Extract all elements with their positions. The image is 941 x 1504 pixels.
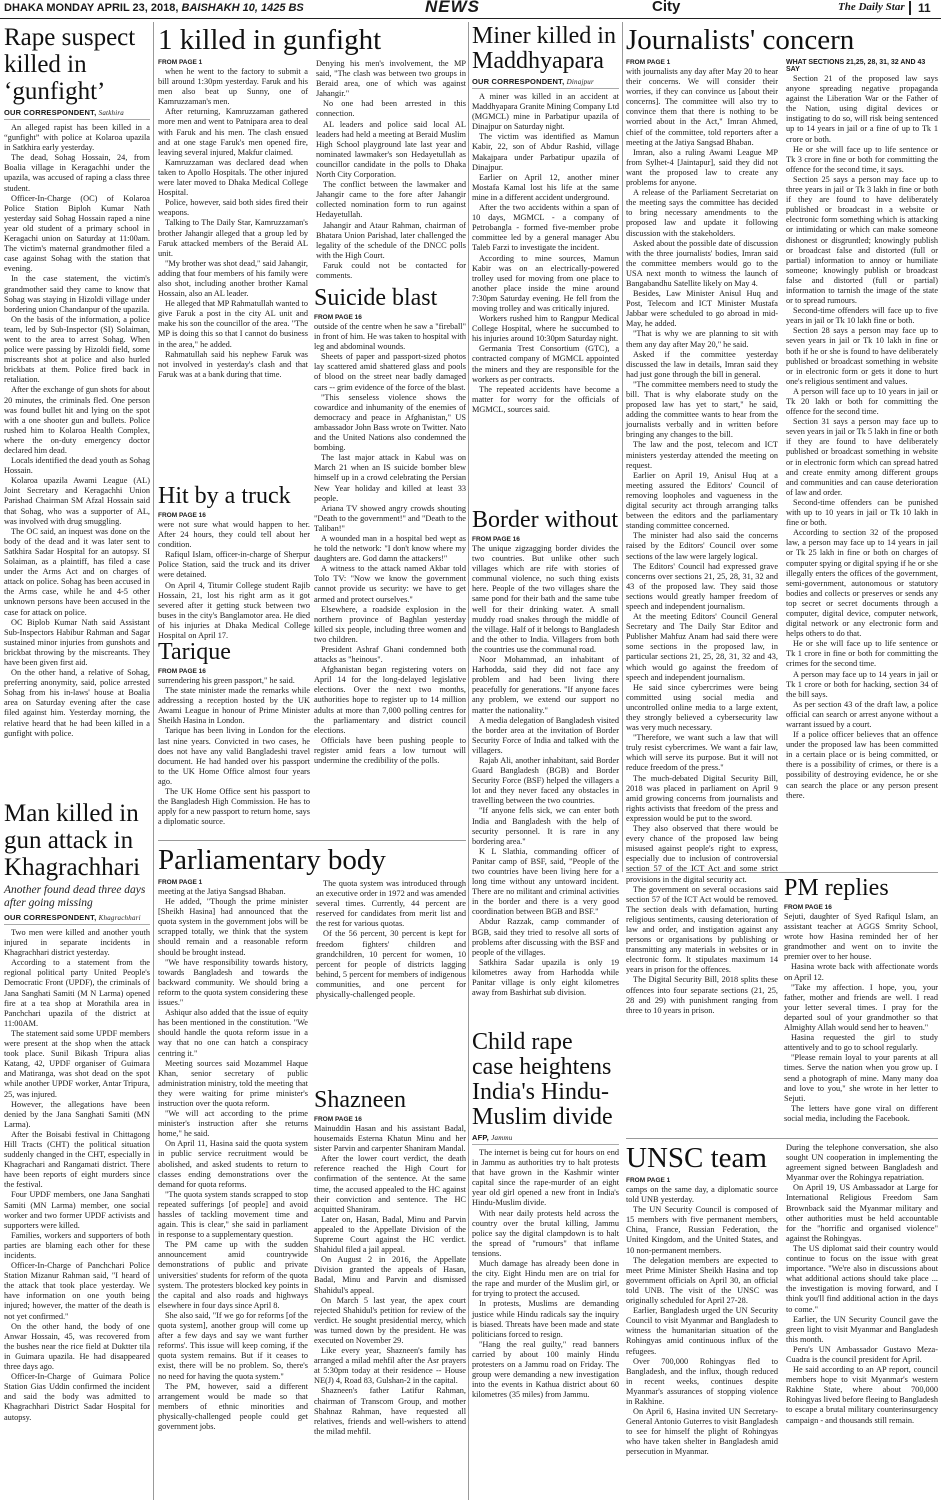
paragraph: Noor Mohammad, an inhabitant of Harhodda, said they did not face any problem and had been living there peacefully for generations. "If anyone faces any problem, we extend our support no matter the nationality." [472,655,619,715]
paragraph: "This senseless violence shows the cowardice and inhumanity of the enemies of democracy and peace in Afghanistan," US ambassador John Bass wrote on Twitter. Nato and the United Nations also condemned the bombing. [314,392,466,453]
article-hit-by-truck [158,484,310,642]
newspaper-logo: The Daily Star [838,1,905,13]
article-miner-killed [472,24,619,504]
headline: Border without [472,507,618,533]
paragraph: Earlier, the UN Security Council gave the green light to visit Myanmar and Bangladesh this month. [786,1314,938,1344]
article-body [784,912,938,1124]
paragraph: In protests, Muslims are demanding justice while Hindu radicals say the inquiry is biased. Threats have been made and state politicians forced to resign. [472,1299,619,1339]
paragraph: "Please remain loyal to your parents at all times. Serve the nation when you grow up. I send a photograph of mine. Many many doa and love to you," she wrote in her letter to Sejuti. [784,1053,938,1103]
article-body [472,1148,619,1400]
jump-label: FROM PAGE 16 [314,314,362,321]
paragraph: The PM came up with the sudden announcement amid countrywide demonstrations of public and private universities' students for reform of the quota system. The protesters blocked key points in the capital and also roads and highways elsewhere in four days since April 8. [158,1240,308,1310]
paragraph: The last major attack in Kabul was on March 21 when an IS suicide bomber blew himself up in a crowd celebrating the Persian New Year holiday and killed at least 33 people. [314,453,466,503]
paragraph: Peru's UN Ambassador Gustavo Meza-Cuadra is the council president for April. [786,1344,938,1364]
paragraph: Officer-In-Charge of Guimara Police Station Gias Uddin confirmed the incident and said the body was admitted to Khagrachhari District Sadar Hospital for autopsy. [4,1372,150,1422]
paragraph: Section 21 of the proposed law says anyone spreading negative propaganda against the Liberation War or the Father of the Nation, using digital devices or instigating to do so, will risk being sentenced up to 14 years in jail or a fine of up to Tk 1 crore or both. [786,74,938,144]
paragraph: Officer-In-Charge (OC) of Kolaroa Police Station Biploh Kumar Nath yesterday said Sohag Hossain raped a nine year old student of a primary school in Keragachi union on Saturday at 11:00am. The victim's maternal grandmother filed a case against Sohag with the station that evening. [4,193,150,274]
paragraph: The statement said some UPDF members were present at the shop when the attack took place. Sunil Bikash Tripura alias Katang, 42, UPDF organiser of Guimara and Matiranga, was shot dead on the spot while another UPDF worker, Antar Tripura, 25, was injured. [4,1028,150,1099]
paragraph: The PM, however, said a different arrangement would be made so that members of ethnic minorities and physically-challenged people could get government jobs. [158,1381,308,1431]
paragraph: She also said, "If we go for reforms [of the quota system], another group will come up after a few days and say we want further reforms'. This issue will keep coming, if the quota system remains. But if it ceases to exist, there will be no problem. So, there's no need for having the quota system." [158,1310,308,1381]
paragraph: meeting at the Jatiya Sangsad Bhaban. [158,887,286,896]
paragraph: Hasina requested the girl to study attentively and to go to school regularly. [784,1033,938,1053]
paragraph: The internet is being cut for hours on end in Jammu as authorities try to halt protests that have grown in the Kashmir winter capital since the rape-murder of an eight year old girl opened a new front in India's Hindu-Muslim divide. [472,1148,619,1208]
paragraph: They also observed that there would be every chance of the proposed law being misused against people's right to express, especially due to inclusion of controversial section 57 of the ICT Act and some strict provisions in the digital security act. [626,824,778,884]
paragraph: Asked about the possible date of discussion with the three journalists' bodies, Imran said the committee members would go to the USA next month to witness the launch of Bangabandhu Satellite likely on May 4. [626,238,778,288]
paragraph: No one had been arrested in this connection. [316,99,466,119]
paragraph: "Hang the real guilty," read banners carried by about 100 mainly Hindu protesters on a Jammu road on Friday. The group were demanding a new investigation into the events in Kathua district about 60 kilometres (35 miles) from Jammu. [472,1339,619,1400]
headline: Journalists' concern [626,24,855,56]
paragraph: Besides, Law Minister Anisul Huq and Post, Telecom and ICT Minister Mustafa Jabbar were scheduled to go abroad in mid-May, he added. [626,289,778,329]
page-masthead [0,0,941,19]
paragraph: At the meeting Editors' Council General Secretary and The Daily Star Editor and Publisher Mahfuz Anam had said there were some sections in the proposed law, in particular sections 21, 25, 28, 31, 32 and 43, which would go against the freedom of speech and independent journalism. [626,612,778,682]
paragraph: Earlier on April 12, another miner Mostafa Kamal lost his life at the same mine in a different accident underground. [472,172,619,202]
paragraph: Locals identified the dead youth as Sohag Hossain. [4,456,150,476]
paragraph: Ashiqur also added that the issue of equity has been mentioned in the constitution. "We should handle the quota reform issue in a way that no one can hatch a conspiracy centring it." [158,1008,308,1058]
paragraph: Hasina wrote back with affectionate words on April 12. [784,962,938,982]
paragraph: On the basis of the information, a police team, led by Sub-Inspector (SI) Solaiman, went to the area to arrest Sohag. When police were passing by Hizoldi field, some miscreants shot at police and also hurled brickbats at them. Police fired back in retaliation. [4,314,150,385]
paragraph: Rajab Ali, another inhabitant, said Border Guard Bangladesh (BGB) and Border Security Force (BSF) helped the villagers a lot and they never faced any obstacles in travelling between the two countries. [472,755,619,806]
headline: UNSC team [626,1142,767,1174]
article-shazneen [314,1088,466,1500]
paragraph: Meeting sources said Mozammel Haque Khan, senior secretary of public administration ministry, told the meeting that they were waiting for prime minister's instruction over the quota reform. [158,1058,308,1108]
paragraph: Satkhira Sadar upazila is only 19 kilometres away from Harhodda while Panitar village is only eight kilometres away from Bashirhat sub division. [472,957,619,998]
article-body [158,676,310,827]
headline: 1 killed in gunfight [158,24,382,56]
jump-label: FROM PAGE 16 [784,904,832,911]
paragraph: Much damage has already been done in the city. Eight Hindu men are on trial for the rape and murder of the Muslim girl, or for trying to protect the accused. [472,1259,619,1299]
paragraph: The UN Security Council is composed of 15 members with five permanent members, China, France, Russian Federation, the United Kingdom, and the United States, and 10 non-permanent members. [626,1205,778,1255]
paragraph: The delegation members are expected to meet Prime Minister Sheikh Hasina and top government officials on April 30, an official told UNB. The visit of the UNSC was originally scheduled for April 27-28. [626,1255,778,1306]
paragraph: "If anyone fells sick, we can enter both India and Bangladesh with the help of security personnel. It is rare in any bordering area." [472,806,619,846]
jump-label: FROM PAGE 1 [158,59,203,66]
column-divider [153,22,154,1500]
jump-label: FROM PAGE 16 [158,512,206,519]
paragraph: The state minister made the remarks while addressing a reception hosted by the UK Awami League in honour of Prime Minister Sheikh Hasina in London. [158,686,310,726]
paragraph: Imran, also a ruling Awami League MP from Sylhet-4 [Jaintapur], said they did not want the proposed law to create any problems for anyone. [626,147,778,188]
paragraph: After the two accidents within a span of 10 days, MGMCL - a company of Petrobangla - formed five-member probe committee led by a general manager Abu Taleb Farzi to investigate the incident. [472,203,619,253]
paragraph: AL leaders and police said local AL leaders had held a meeting at Beraid Muslim High School playground late last year and nominated lawmaker's son Hedayetullah as councillor candidate in the polls to Dhaka North City Corporation. [316,119,466,180]
headline: Tarique [158,639,231,665]
column-divider [622,22,623,872]
paragraph: Two men were killed and another youth injured in separate incidents in Khagrachhari district yesterday. [4,928,150,958]
paragraph: The Editors' Council had expressed grave concerns over sections 21, 25, 28, 31, 32 and 43 of the proposed law. They said those sections would greatly hamper freedom of speech and independent journalism. [626,561,778,611]
paragraph: A media delegation of Bangladesh visited the border area at the invitation of Border Security Force of India and talked with the villagers. [472,715,619,755]
paragraph: Ariana TV showed angry crowds shouting "Death to the government!" and "Death to the Taliban!" [314,503,466,533]
deck: Another found dead three days after going missing [4,884,146,909]
paragraph: In the case statement, the victim's grandmother said they came to know that Sohag was staying in Hizoldi village under bordering union Chandanpur of the upazila. [4,274,150,314]
paragraph: Later on, Hasan, Badal, Minu and Parvin appealed to the Appellate Division of the Supreme Court against the HC verdict. Shahidul filed a jail appeal. [314,1214,466,1255]
article-body [314,322,466,766]
paragraph: With near daily protests held across the country over the brutal killing, Jammu police say the digital clampdown is to halt the spread of "rumours" that inflame tensions. [472,1208,619,1258]
paragraph: "My brother was shot dead," said Jahangir, adding that four members of his family were also shot, including another brother Kamal Hossain, also an AL leader. [158,258,308,299]
headline: Parliamentary body [158,844,386,876]
paragraph: He alleged that MP Rahmatullah wanted to give Faruk a post in the city AL unit and make his son the councillor of the area. "The MP is doing this so that I cannot do business in the area," he added. [158,299,309,349]
paragraph: The dead, Sohag Hossain, 24, from Boalia village in Keragachhi under the upazila, was accused of raping a class three student. [4,153,150,193]
paragraph: Officer-In-Charge of Panchchari Police Station Mizanur Rahman said, "I heard of the attack that took place yesterday. We have information on one youth being injured; however, the matter of the death is not yet confirmed." [4,1261,150,1321]
byline: OUR CORRESPONDENT, Satkhira [4,108,150,120]
paragraph: According to mine sources, Mamun Kabir was on an electrically-powered trolley used for moving from one place to another place inside the mine around 7:30pm Saturday evening. He fell from the moving trolley and was critically injured. [472,253,619,313]
paragraph: "We have responsibility towards history, towards Bangladesh and towards the backward community. We should bring a reform to the quota system considering these issues." [158,957,308,1008]
jump-label: FROM PAGE 16 [314,1116,362,1123]
subhead: WHAT SECTIONS 21,25, 28, 31, 32 AND 43 SAY [786,59,926,73]
paragraph: An alleged rapist has been killed in a “gunfight” with police at Kolaroa upazila in Satkhira early yesterday. [4,123,150,153]
paragraph: when he went to the factory to submit a bill around 1:30pm yesterday. Faruk and his men also beat up Sunny, one of Kamruzzaman's men. [158,67,308,107]
paragraph: Shazneen's father Latifur Rahman, chairman of Transcom Group, and mother Shahnaz Rahman, have requested all relatives, friends and well-wishers to attend the milad mehfil. [314,1386,466,1436]
byline: OUR CORRESPONDENT, Khagrachhari [4,913,150,925]
paragraph: Elsewhere, a roadside explosion in the northern province of Baghlan yesterday killed six people, including three women and two children. [314,604,466,644]
article-child-rape-case [472,1030,619,1500]
paragraph: After the Boisabi festival in Chittagong Hill Tracts (CHT) the political situation suddenly changed in the CHT, especially in Khagrachari and Rangamati district. There have been reports of eight murders since the festival. [4,1129,150,1190]
headline: Rape suspect killed in ‘gunfight’ [4,24,136,105]
jump-label: FROM PAGE 1 [626,59,671,66]
paragraph: A witness to the attack named Akbar told Tolo TV: "Now we know the government cannot provide us security: we have to get armed and protect ourselves." [314,564,466,604]
paragraph: A wounded man in a hospital bed wept as he told the network: "I don't know where my daughters are. God damn the attackers!" [314,533,466,564]
paragraph: Mainuddin Hasan and his assistant Badal, housemaids Esterna Khatun Minu and her sister Parvin and carpenter Shaniram Mandal. [314,1124,466,1154]
paragraph: The unique zigzagging border divides the two countries. But unlike other such villages which are rife with stories of communal violence, no such thing exists here. People of the two villages share the same pond for their bath and the same tube well for their drinking water. A small muddy road snakes through the middle of the village. Half of it belongs to Bangladesh and the other to India. Villagers from both the countries use the communal road. [472,544,619,654]
jump-label: FROM PAGE 1 [158,879,203,886]
paragraph: The US diplomat said their country would continue to focus on the issue with great importance. "We're also in discussions about what additional actions should take place ... the investigation is moving forward, and I think you'll find additional action in the days to come." [786,1243,938,1314]
paragraph: Earlier, Bangladesh urged the UN Security Council to visit Myanmar and Bangladesh to witness the humanitarian situation of the Rohingyas amid continuous influx of the refugees. [626,1306,778,1356]
paragraph: However, the allegations have been denied by the Jana Sanghati Samiti (MN Larma). [4,1099,150,1129]
paragraph: camps on the same day, a diplomatic source told UNB yesterday. [626,1185,778,1205]
paragraph: Rahmatullah said his nephew Faruk was not involved in yesterday's clash and that Faruk was at a bank during that time. [158,349,308,379]
paragraph: "We will act according to the prime minister's instruction after she returns home," he said. [158,1109,308,1139]
article-body [158,520,310,641]
paragraph: Abdur Razzak, camp commander of BGB, said they tried to resolve all sorts of problems after discussing with the BSF and people of the villages. [472,917,619,957]
paragraph: with journalists any day after May 20 to hear their concerns. We will consider their worries, if they can convince us [about their concerns]. The committee will also try to convince them that there is nothing to be worried about in the Act," Imran Ahmed, chief of the committee, told reporters after a meeting at the Jatiya Sangsad Bhaban. [626,67,778,147]
paragraph: He said since cybercrimes were being committed using social media and uncontrolled online media to a large extent, they strongly believed a cybersecurity law was very much necessary. [626,682,778,733]
jump-label: FROM PAGE 16 [472,536,520,543]
article-body [314,1124,466,1437]
headline: Suicide blast [314,285,438,311]
headline: Hit by a truck [158,483,291,509]
paragraph: He said according to an AP report, council members hope to visit Myanmar's western Rakhine State, where about 700,000 Rohingyas lived before fleeing to Bangladesh to escape a brutal military counterinsurgency campaign - and thousands still remain. [786,1365,938,1425]
paragraph: Jahangir and Ataur Rahman, chairman of Bhatara Union Parishad, later challenged the legality of the schedule of the DNCC polls with the High Court. [316,220,466,260]
byline: AFP, Jammu [472,1133,619,1145]
article-border-without [472,508,619,1028]
paragraph: The Digital Security Bill, 2018 splits these offences into four separate sections (21, 25, 28 and 29) with punishment ranging from three to 10 years in prison. [626,975,778,1015]
article-body [472,544,619,998]
paragraph: Section 31 says a person may face up to seven years in jail or Tk 5 lakh in fine or both if they are found to have deliberately published or broadcast something in website or in electronic form which can spread hatred and create enmity among different groups and communities and can cause deterioration of law and order. [786,417,938,497]
headline: Man killed in gun attack in Khagrachhari [4,800,141,881]
article-khagrachhari [4,800,150,1500]
paragraph: According to section 32 of the proposed law, a person may face up to 14 years in jail or Tk 25 lakh in fine or both on charges of computer spying or digital spying if he or she illegally enters the offices of the government, semi-government, autonomous or statutory bodies and collects or preserves or sends any top secret or secret documents through a computer, digital device, computer network, digital network or any electronic form and helps others to do that. [786,528,938,639]
paragraph: Four UPDF members, one Jana Sanghati Samiti (MN Larma) member, one social worker and two former UPDF activists and supporters were killed. [4,1190,150,1230]
column-divider [468,22,469,1500]
paragraph: Kolaroa upazila Awami League (AL) Joint Secretary and Keragachhi Union Parishad Chairman SM Afzal Hossain said that Sohag, who was a supporter of AL, was involved with drug smuggling. [4,476,150,526]
paragraph: A person may face up to 14 years in jail or Tk 1 crore or both for hacking, section 34 of the bill says. [786,669,938,699]
paragraph: Officials have been pushing people to register amid fears a low turnout will undermine the credibility of the polls. [314,735,466,766]
paragraph: Earlier on April 19, Anisul Huq at a meeting assured the Editors' Council of removing loopholes and vagueness in the digital security act through arranging talks between the editors and the parliamentary standing committee concerned. [626,470,778,531]
paragraph: On April 19, US Ambassador at Large for International Religious Freedom Sam Brownback said the Myanmar military and other authorities must be held accountable for the "horrific and organised violence" against the Rohingyas. [786,1183,938,1243]
headline: PM replies [784,875,889,901]
paragraph: Asked if the committee yesterday discussed the law in details, Imran said they had just gone through the bill in general. [626,349,778,379]
paragraph: If a police officer believes that an offence under the proposed law has been committed in a certain place or is being committed, or there is a possibility of crimes, or there is a possibility of destroying evidence, he or she can search the place or any person present there. [786,730,938,800]
headline: Miner killed in Maddhyapara [472,23,616,74]
paragraph: "The quota system stands scrapped to stop repeated sufferings [of people] and avoid hassles of tackling movement time and again. This is clear," she said in parliament in response to a supplementary question. [158,1189,308,1240]
paragraph: As per section 43 of the draft law, a police official can search or arrest anyone without a warrant issued by a court. [786,699,938,729]
paragraph: A miner was killed in an accident at Maddhyapara Granite Mining Company Ltd (MGMCL) mine in Parbatipur upazila of Dinajpur on Saturday night. [472,92,620,132]
paragraph: outside of the centre when he saw a "fireball" in front of him. He was taken to hospital with leg and abdominal wounds. [314,322,466,352]
paragraph: On April 4, Titumir College student Rajib Hossain, 21, lost his right arm as it got severed after it getting stuck between two buses in the city's Banglamotor area. He died of his injuries at Dhaka Medical College Hospital on April 17. [158,580,310,641]
paragraph: "That is why we are planning to sit with them any day after May 20," he said. [626,329,778,349]
paragraph: He or she will face up to life sentence or Tk 1 crore in fine or both for committing the crimes for the second time. [786,639,938,669]
paragraph: The government on several occasions said section 57 of the ICT Act would be removed. The section deals with defamation, hurting religious sentiments, causing deterioration of law and order, and instigation against any persons or organisations by publishing or transmitting any materials in websites or in electronic form. It stipulates maximum 14 years in prison for the offences. [626,884,778,975]
paragraph: On the other hand, a relative of Sohag, preferring anonymity, said, police arrested Sohag from his in-laws' house at Boalia area on Saturday evening after the case filed against him. Yesterday morning, the relative heard that he had been killed in a gunfight with police. [4,668,150,738]
paragraph: On the other hand, the body of one Anwar Hossain, 45, was recovered from the bushes near the rice field at Duktter tila in Guimara upazila. He had disappeared three days ago. [4,1321,150,1372]
jump-label: FROM PAGE 16 [158,668,206,675]
paragraph: Workers rushed him to Rangpur Medical College Hospital, where he succumbed to his injuries around 10:30pm Saturday night. [472,314,619,344]
paragraph: Second-time offenders can be punished with up to 10 years in jail or Tk 10 lakh in fine or both. [786,497,938,528]
paragraph: Like every year, Shazneen's family has arranged a milad mehfil after the Asr prayers at 5:30pm today at their residence -- House NE(J) 4, Road 83, Gulshan-2 in the capital. [314,1346,466,1386]
headline: Child rape case heightens India's Hindu-Muslim divide [472,1029,613,1130]
paragraph: A person will face up to 10 years in jail or Tk 20 lakh or both for committing the offence for the second time. [786,386,938,417]
page-number: 11 [909,1,931,15]
paragraph: surrendering his green passport," he said. [158,676,295,685]
article-suicide-blast [314,286,466,836]
paragraph: On March 5 last year, the apex court rejected Shahidul's petition for review of the verdict. He sought presidential mercy, which was turned down by the president. He was executed on November 29. [314,1295,466,1345]
paragraph: He added, "Though the prime minister [Sheikh Hasina] had announced that the quota system in the government jobs will be scrapped totally, we think that the system should remain and a reasonable reform should be brought instead. [158,897,308,957]
section-title: NEWS [425,0,480,16]
paragraph: After returning, Kamruzzaman gathered more men and went to Patnipara area to deal with Faruk and his men. The clash ensued and at one stage Faruk's men opened fire, leaving several injured, Makfur claimed. [158,107,308,157]
paragraph: Sejuti, daughter of Syed Rafiqul Islam, an assistant teacher at AGGS Smrity School, wrote how Hasina reminded her of her grandmother and went on to invite the premier over to her house. [784,912,938,962]
paragraph: President Ashraf Ghani condemned both attacks as "heinous". [314,645,466,665]
paragraph: The law and the post, telecom and ICT ministers yesterday attended the meeting on request. [626,440,778,470]
paragraph: On April 6, Hasina invited UN Secretary-General Antonio Guterres to visit Bangladesh to see for himself the plight of Rohingyas who have taken shelter in Bangladesh amid persecution in Myanmar. [626,1407,778,1457]
article-unsc-team [626,1142,938,1500]
jump-label: FROM PAGE 1 [626,1177,671,1184]
paragraph: Section 25 says a person may face up to three years in jail or Tk 3 lakh in fine or both if they are found to have deliberately published or broadcast in a website or electronic form something which is attacking or intimidating or which can make someone dishonest or disgruntled; knowingly publish or broadcast false and distorted (full or partial) information to annoy or humiliate someone; knowingly publish or broadcast false and distorted (full or partial) information to tarnish the image of the state or to spread rumours. [786,174,938,306]
paragraph: "Take my affection. I hope, you, your father, mother and friends are well. I read your letter several times. I pray for the departed soul of your grandmother so that Almighty Allah would send her to heaven." [784,982,938,1033]
paragraph: After the exchange of gun shots for about 20 minutes, the criminals fled. One person was found bullet hit and lying on the spot with a one shooter gun and bullets. Police rushed him to Kolaroa Health Complex, where the on-duty emergency doctor declared him dead. [4,385,150,455]
paragraph: On April 11, Hasina said the quota system in public service recruitment would be abolished, and asked students to return to classes ending demonstrations over the demand for quota reforms. [158,1139,308,1189]
paragraph: During the telephone conversation, she also sought UN cooperation in implementing the agreement signed between Bangladesh and Myanmar over the Rohingya repatriation. [786,1143,938,1183]
paragraph: Section 28 says a person may face up to seven years in jail or Tk 10 lakh in fine or both if he or she is found to have deliberately published or broadcast something in website or in electronic form or gets it done to hurt one's religious sentiment and values. [786,326,938,386]
subsection-title: City [652,0,681,15]
section-divider [158,840,466,841]
paragraph: According to a statement from the regional political party United People's Democratic Front (UPDF), the criminals of Jana Sanghati Samiti (M N Larma) opened fire at a tea shop at Morathila area in Panchchari upazila of the district at 11:00AM. [4,958,150,1028]
paragraph: Faruk could not be contacted for comments. [316,260,466,280]
paragraph: Denying his men's involvement, the MP said, "The clash was between two groups in Beraid area, one of which was against Jahangir." [316,59,466,99]
paragraph: Talking to The Daily Star, Kamruzzaman's brother Jahangir alleged that a group led by Faruk attacked members of the Beraid AL unit. [158,218,308,258]
paragraph: Police, however, said both sides fired their weapons. [158,198,308,218]
paragraph: The OC said, an inquest was done on the body of the dead and it was later sent to Satkhira Sadar Hospital for an autopsy. SI Solaiman, as a plaintiff, has filed a case under the Arms Act and on charges of attack on police. Sohag has been accused in the Arms case, while he and 4-5 other unknown persons have been accused in the case for attack on police. [4,526,150,617]
byline: OUR CORRESPONDENT, Dinajpur [472,77,619,89]
paragraph: OC Biplob Kumar Nath said Assistant Sub-Inspectors Habibur Rahman and Sagar sustained minor injuries from gunshots and brickbat throwing by the miscreants. They have been given first aid. [4,617,150,667]
headline: Shazneen [314,1087,406,1113]
paragraph: The conflict between the lawmaker and Jahangir came to the fore after Jahangir collected nomination form to run against Hedayetullah. [316,180,466,220]
paragraph: Families, workers and supporters of both parties are blaming each other for these incidents. [4,1230,150,1260]
paragraph: Kamruzzaman was declared dead when taken to Apollo Hospitals. The other injured were later moved to Dhaka Medical College Hospital. [158,157,308,198]
article-body [472,92,619,415]
paragraph: Rafiqul Islam, officer-in-charge of Sherpur Police Station, said the truck and its driver were detained. [158,550,310,580]
paragraph: The repeated accidents have become a matter for worry for the officials of MGMCL, sources said. [472,384,619,414]
paragraph: The quota system was introduced through an executive order in 1972 and was amended several times. Currently, 44 percent are reserved for candidates from merit list and the rest for various quotas. [316,879,466,929]
paragraph: Sheets of paper and passport-sized photos lay scattered amid shattered glass and pools of blood on the street near badly damaged cars -- grim evidence of the force of the blast. [314,352,466,392]
paragraph: Over 700,000 Rohingyas fled to Bangladesh, and the influx, though reduced in recent weeks, continues despite Myanmar's assurances of stopping violence in Rakhine. [626,1356,778,1406]
article-body [4,928,150,1423]
paragraph: On August 2 in 2016, the Appellate Division granted the appeals of Hasan, Badal, Minu and Parvin and dismissed Shahidul's appeal. [314,1255,466,1295]
paragraph: "Therefore, we want such a law that will truly resist cybercrimes. We want a fair law, which will serve its purpose. But it will not reduce freedom of the press." [626,733,778,773]
article-body [4,123,150,739]
article-body [626,59,938,1016]
paragraph: Tarique has been living in London for the last nine years. Convicted in two cases, he does not have any valid Bangladeshi travel document. He had handed over his passport to the UK Home Office almost four years ago. [158,726,310,786]
paragraph: Germania Trest Consortium (GTC), a contracted company of MGMCL appointed the miners and they are responsible for the workers as per contracts. [472,344,619,384]
issue-date: DHAKA MONDAY APRIL 23, 2018, BAISHAKH 10, 1425 BS [4,2,304,14]
paragraph: The victim was identified as Mamun Kabir, 22, son of Abdur Rashid, village Makajpara under Parbatipur upazila of Dinajpur. [472,132,619,172]
article-rape-suspect [4,24,150,796]
paragraph: The minister had also said the concerns raised by the Editors' Council over some sections of the law were largely logical. [626,531,778,561]
paragraph: "The committee members need to study the bill. That is why elaborate study on the proposed law has yet to start," he said, adding the committee wants to hear from the journalists verbally and in written before bringing any changes to the bill. [626,379,778,440]
paragraph: A release of the Parliament Secretariat on the meeting says the committee has decided to bring necessary amendments to the proposed law and update it following discussion with the stakeholders. [626,188,778,238]
paragraph: Second-time offenders will face up to five years in jail or Tk 10 lakh fine or both. [786,306,938,326]
article-pm-replies [784,876,938,1134]
paragraph: K L Slathia, commanding officer of Panitar camp of BSF, said, "People of the two countries have been living here for a long time without any untoward incident. There are no militant and criminal activities in the border and there is a very good coordination between BGB and BSF." [472,846,619,917]
paragraph: The much-debated Digital Security Bill, 2018 was placed in parliament on April 9 amid growing concerns from journalists and rights activists that freedom of the press and expression would be put to the sword. [626,773,778,823]
paragraph: Afghanistan began registering voters on April 14 for the long-delayed legislative elections. Over the next two months, authorities hope to register up to 14 million adults at more than 7,000 polling centres for the parliamentary and district council elections. [314,665,466,735]
paragraph: He or she will face up to life sentence or Tk 3 crore in fine or both for committing the offence for the second time, it says. [786,144,938,174]
paragraph: The letters have gone viral on different social media, including the Facebook. [784,1103,938,1123]
paragraph: After the lower court verdict, the death reference reached the High Court for confirmation of the sentence. At the same time, the accused appealed to the HC against their conviction and sentence. The HC acquitted Shaniram. [314,1154,466,1214]
section-divider [626,1138,938,1139]
paragraph: The UK Home Office sent his passport to the Bangladesh High Commission. He has to apply for a new passport to return home, says a diplomatic source. [158,787,310,827]
article-tarique [158,640,310,836]
paragraph: were not sure what would happen to her. After 24 hours, they could tell about her condition. [158,520,310,550]
paragraph: Of the 56 percent, 30 percent is kept for freedom fighters' children and grandchildren, 10 percent for women, 10 percent for people of districts lagging behind, 5 percent for members of indigenous communities, and one percent for physically-challenged people. [316,929,466,1000]
